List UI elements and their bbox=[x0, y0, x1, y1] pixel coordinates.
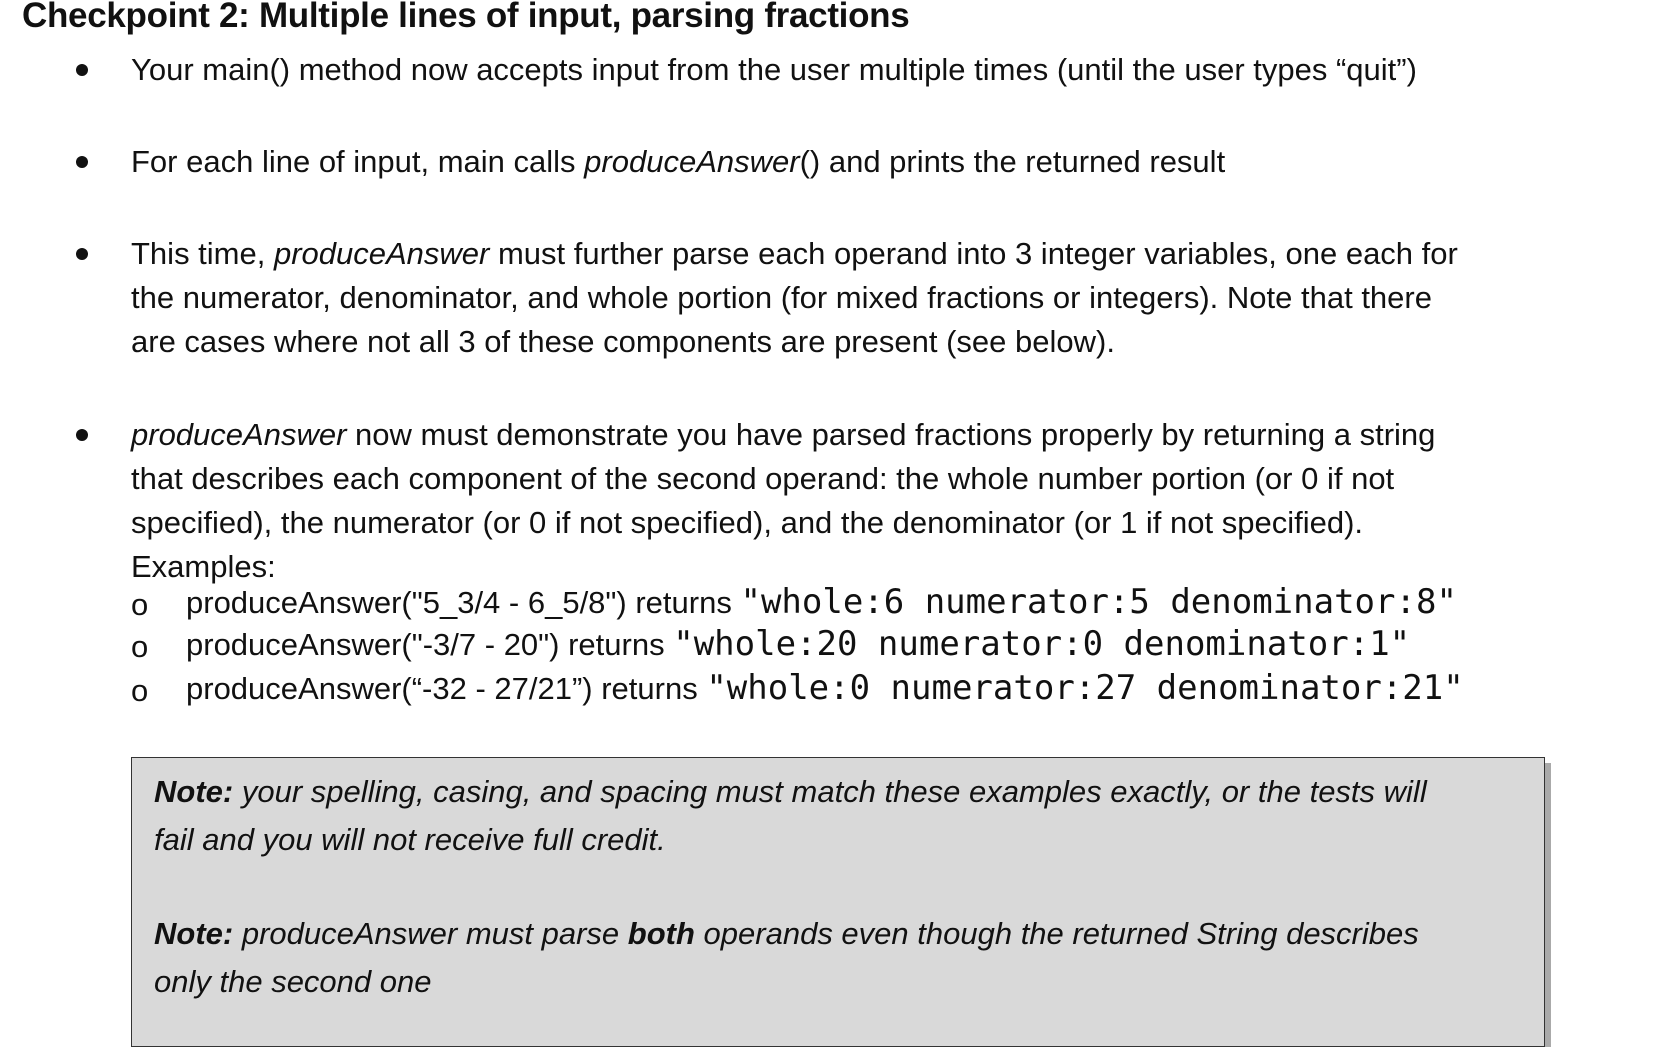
bullet-text: are cases where not all 3 of these components are present (see below). bbox=[131, 324, 1115, 359]
note-box bbox=[131, 757, 1545, 1047]
bullet-text: that describes each component of the second operand: the whole number portion (or 0 if not bbox=[131, 461, 1395, 496]
note-text: produceAnswer must parse bbox=[233, 916, 628, 951]
method-name: produceAnswer bbox=[131, 417, 347, 452]
bullet-text: the numerator, denominator, and whole portion (for mixed fractions or integers). Note that there bbox=[131, 280, 1432, 315]
sub-bullet-marker: o bbox=[131, 629, 149, 664]
sub-bullet-marker: o bbox=[131, 673, 149, 708]
example-call: produceAnswer("-3/7 - 20") returns bbox=[186, 627, 674, 662]
bullet-text: For each line of input, main calls bbox=[131, 144, 585, 179]
note-emphasis: both bbox=[627, 916, 695, 951]
note-spelling bbox=[154, 768, 1534, 864]
example-call: produceAnswer("5_3/4 - 6_5/8") returns bbox=[186, 585, 741, 620]
examples-heading: Examples: bbox=[131, 549, 276, 584]
page-title: Checkpoint 2: Multiple lines of input, parsing fractions bbox=[22, 0, 910, 35]
note-text: operands even though the returned String describes bbox=[694, 916, 1419, 951]
bullet-text: now must demonstrate you have parsed fractions properly by returning a string bbox=[346, 417, 1436, 452]
bullet-dot bbox=[76, 429, 88, 441]
note-label: Note: bbox=[154, 916, 234, 951]
method-name: produceAnswer bbox=[584, 144, 800, 179]
note-text: your spelling, casing, and spacing must match these examples exactly, or the tests will bbox=[233, 774, 1427, 809]
note-text: fail and you will not receive full credit. bbox=[154, 822, 666, 857]
example-result: "whole:0 numerator:27 denominator:21" bbox=[706, 668, 1464, 708]
sub-bullet-marker: o bbox=[131, 587, 149, 622]
bullet-text: () and prints the returned result bbox=[799, 144, 1226, 179]
example-result: "whole:6 numerator:5 denominator:8" bbox=[740, 582, 1457, 622]
method-name: produceAnswer bbox=[273, 236, 490, 271]
bullet-text: must further parse each operand into 3 integer variables, one each for bbox=[489, 236, 1458, 271]
example-result: "whole:20 numerator:0 denominator:1" bbox=[673, 624, 1411, 664]
bullet-text: This time, bbox=[131, 236, 274, 271]
example-call: produceAnswer(“-32 - 27/21”) returns bbox=[186, 671, 707, 706]
bullet-dot bbox=[76, 156, 88, 168]
bullet-text: specified), the numerator (or 0 if not specified), and the denominator (or 1 if not specified). bbox=[131, 505, 1364, 540]
bullet-text: Your main() method now accepts input from the user multiple times (until the user types “quit”) bbox=[131, 52, 1417, 87]
note-label: Note: bbox=[154, 774, 234, 809]
bullet-dot bbox=[76, 248, 88, 260]
note-text: only the second one bbox=[154, 964, 432, 999]
bullet-dot bbox=[76, 64, 88, 76]
note-parse-both bbox=[154, 910, 1534, 1006]
